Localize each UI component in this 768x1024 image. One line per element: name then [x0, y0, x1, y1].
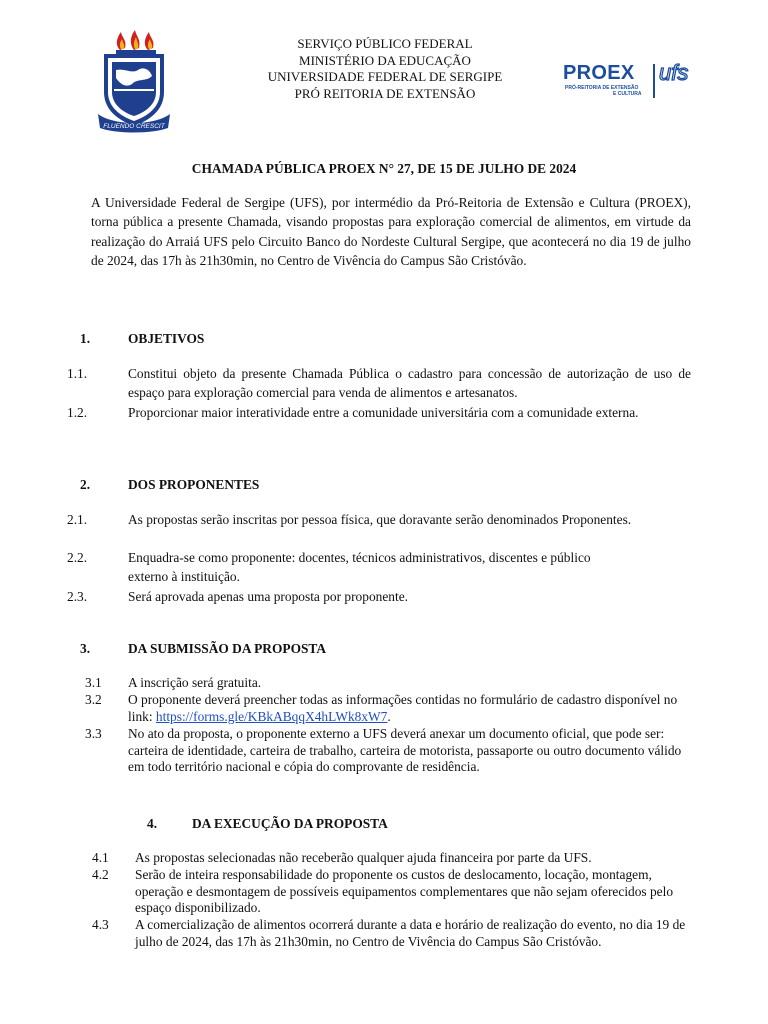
- logo-divider: [653, 64, 655, 98]
- item-text: Será aprovada apenas uma proposta por proponente.: [128, 589, 408, 604]
- section-heading-objetivos: OBJETIVOS: [128, 331, 205, 346]
- proex-subtitle-line2: E CULTURA: [613, 91, 642, 97]
- crest-motto: FLUENDO CRESCIT: [103, 123, 165, 130]
- ufs-crest-logo: [94, 30, 174, 134]
- item-text: Constitui objeto da presente Chamada Pública o cadastro para concessão de autorização de uso de espaço para exploração comercial para venda de alimentos e artesanatos.: [128, 366, 691, 401]
- torch-flames-icon: [117, 30, 154, 50]
- item-number: 3.2: [85, 692, 102, 707]
- item-number: 4.1: [92, 850, 109, 865]
- item-text: No ato da proposta, o proponente externo a UFS deverá anexar um documento oficial, que pode ser: carteira de identidade, carteira de trabalho, carteira de motorista, passaporte ou outro documento válido em todo território nacional e cópia do comprovante de residência.: [128, 726, 682, 774]
- section-heading-execucao: DA EXECUÇÃO DA PROPOSTA: [192, 816, 388, 831]
- item-number: 4.2: [92, 867, 109, 882]
- section-number: 3.: [80, 641, 91, 656]
- ufs-wordmark: ufs: [659, 60, 689, 85]
- document-title: CHAMADA PÚBLICA PROEX N° 27, DE 15 DE JULHO DE 2024: [191, 161, 577, 176]
- item-number: 1.1.: [67, 366, 88, 381]
- section-number: 2.: [80, 477, 91, 492]
- item-number: 3.1: [85, 675, 102, 690]
- item-number: 2.1.: [67, 512, 88, 527]
- item-text: Proporcionar maior interatividade entre a comunidade universitária com a comunidade externa.: [128, 405, 639, 420]
- section-heading-proponentes: DOS PROPONENTES: [128, 477, 260, 492]
- item-number: 2.3.: [67, 589, 88, 604]
- item-number: 4.3: [92, 917, 109, 932]
- item-text: O proponente deverá preencher todas as informações contidas no formulário de cadastro disponível no link:: [128, 692, 678, 724]
- item-number: 1.2.: [67, 405, 88, 420]
- item-text: A inscrição será gratuita.: [128, 675, 262, 690]
- header-line: MINISTÉRIO DA EDUCAÇÃO: [299, 52, 471, 68]
- header-line: SERVIÇO PÚBLICO FEDERAL: [297, 36, 473, 51]
- item-text: A comercialização de alimentos ocorrerá durante a data e horário de realização do evento, no dia 19 de julho de 2024, das 17h às 21h30min, no Centro de Vivência do Campus São Cristóvão.: [135, 917, 686, 949]
- item-number: 2.2.: [67, 550, 88, 565]
- section-heading-submissao: DA SUBMISSÃO DA PROPOSTA: [128, 641, 327, 656]
- item-number: 3.3: [85, 726, 102, 741]
- header-line: UNIVERSIDADE FEDERAL DE SERGIPE: [267, 69, 503, 84]
- item-text: As propostas serão inscritas por pessoa física, que doravante serão denominados Proponentes.: [128, 512, 632, 527]
- form-link[interactable]: https://forms.gle/KBkABqqX4hLWk8xW7: [155, 708, 388, 724]
- item-text-end: .: [387, 708, 391, 724]
- header-line: PRÓ REITORIA DE EXTENSÃO: [294, 85, 476, 101]
- item-text: Enquadra-se como proponente: docentes, técnicos administrativos, discentes e público externo à instituição.: [128, 550, 591, 585]
- item-text-with-link: [128, 692, 688, 725]
- item-text: As propostas selecionadas não receberão qualquer ajuda financeira por parte da UFS.: [135, 850, 592, 865]
- institution-header: [232, 36, 538, 102]
- proex-subtitle-line1: PRÓ-REITORIA DE EXTENSÃO: [565, 85, 639, 91]
- intro-paragraph: A Universidade Federal de Sergipe (UFS), por intermédio da Pró-Reitoria de Extensão e Cultura (PROEX), torna pública a presente Chamada, visando propostas para exploração comercial de alimentos, em virtude da realização do Arraiá UFS pelo Circuito Banco do Nordeste Cultural Sergipe, que acontecerá no dia 19 de julho de 2024, das 17h às 21h30min, no Centro de Vivência do Campus São Cristóvão.: [91, 195, 691, 269]
- item-text: Serão de inteira responsabilidade do proponente os custos de deslocamento, locação, montagem, operação e desmontagem de possíveis equipamentos complementares que não sejam oferecidos pelo espaço disponibilizado.: [135, 867, 674, 915]
- proex-ufs-logo: [563, 62, 703, 102]
- section-number: 4.: [147, 816, 158, 831]
- proex-wordmark: PROEX: [563, 62, 635, 84]
- section-number: 1.: [80, 331, 91, 346]
